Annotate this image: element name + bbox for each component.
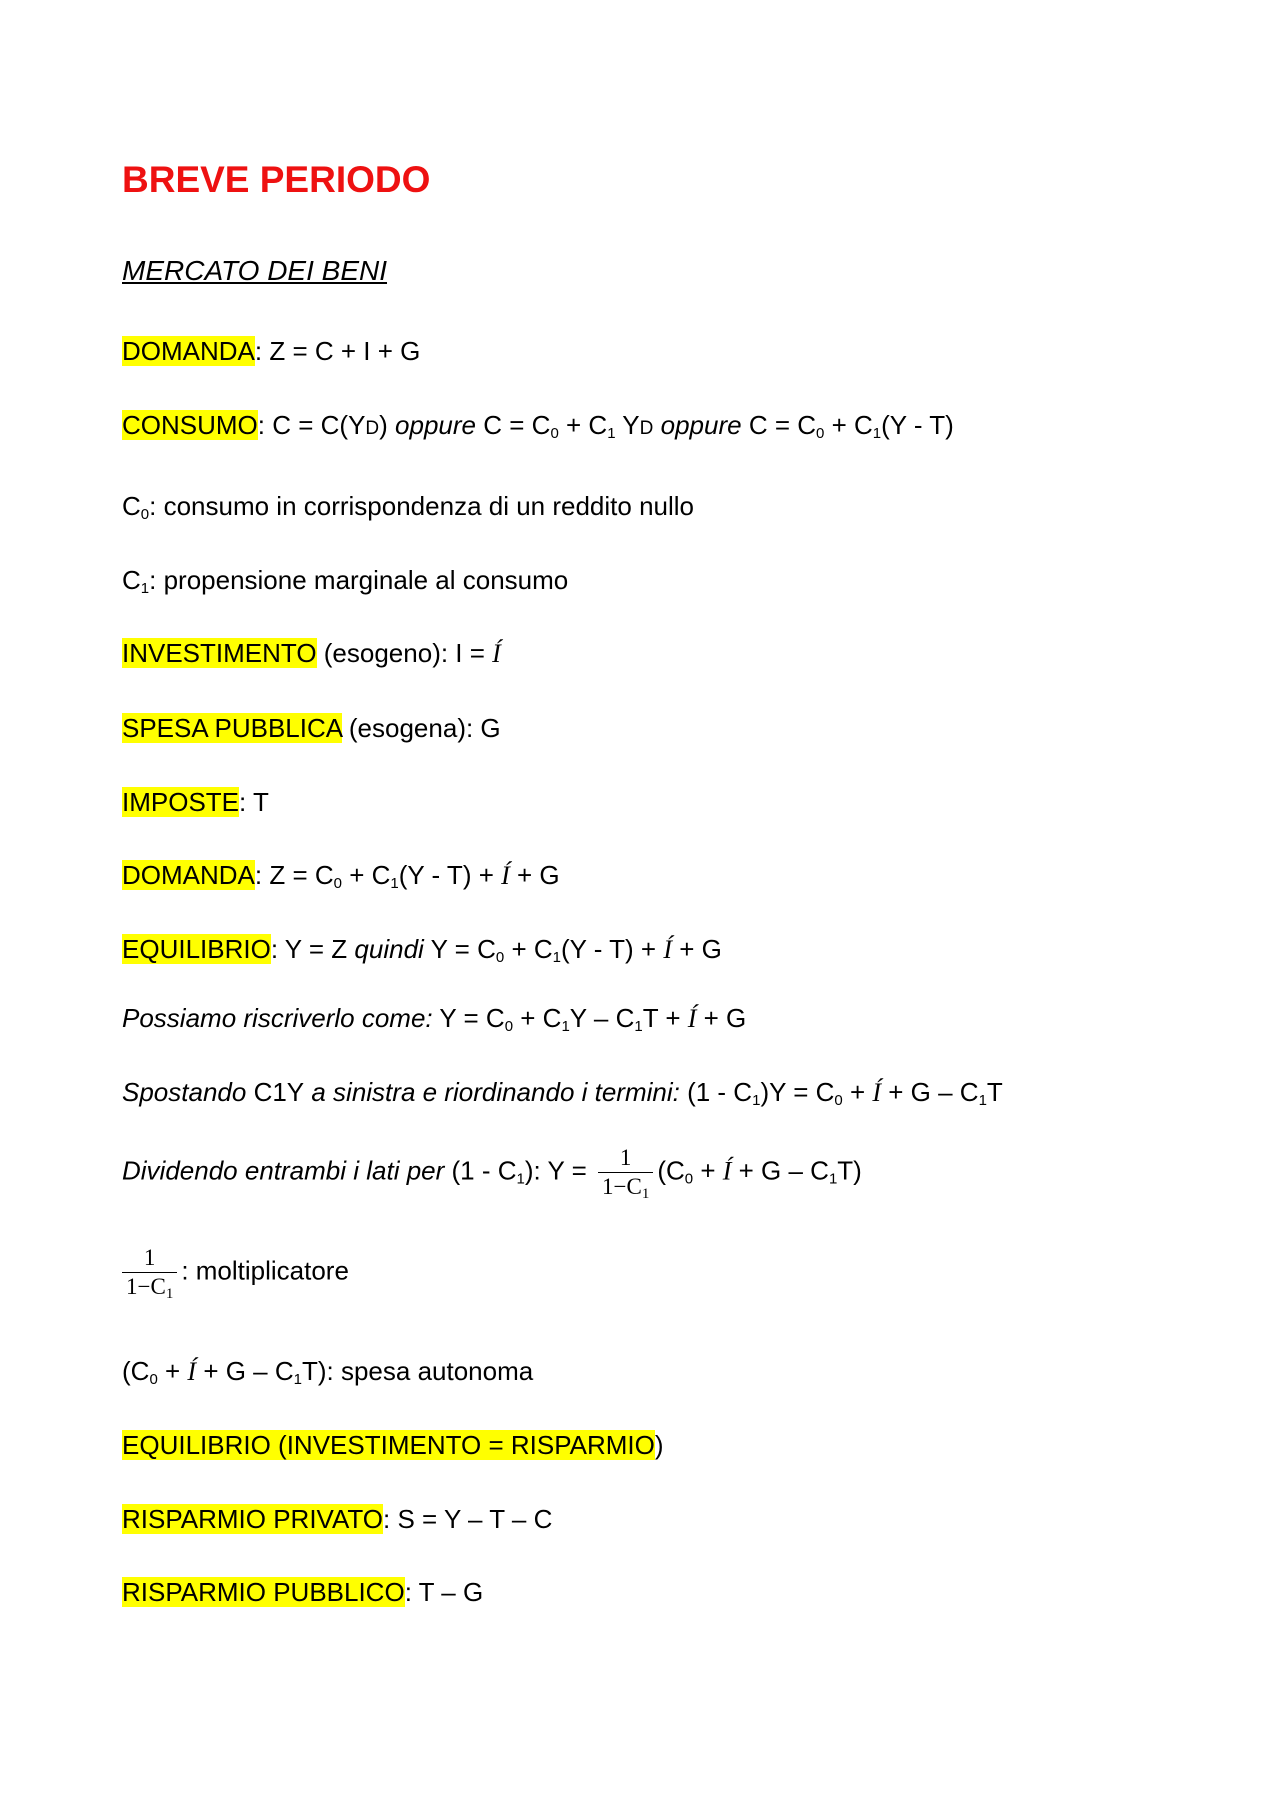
investment-symbol: Í bbox=[722, 1156, 732, 1186]
highlight-label: INVESTIMENTO bbox=[122, 638, 317, 668]
explanation-text: a sinistra e riordinando i termini: bbox=[304, 1077, 680, 1107]
formula-text: (Y - T) bbox=[881, 410, 954, 440]
formula-subscript: 1 bbox=[561, 1018, 570, 1035]
formula-text: + G bbox=[509, 860, 560, 890]
line-risparmio-pubblico bbox=[122, 1575, 483, 1609]
highlight-label: CONSUMO bbox=[122, 410, 258, 440]
definition-text: : moltiplicatore bbox=[181, 1255, 349, 1286]
line-domanda bbox=[122, 334, 420, 368]
formula-text: + G – C bbox=[881, 1077, 979, 1107]
line-investimento bbox=[122, 636, 501, 671]
formula-text: (C bbox=[122, 1356, 150, 1386]
highlight-label: RISPARMIO PUBBLICO bbox=[122, 1577, 405, 1607]
page-title: BREVE PERIODO bbox=[122, 159, 431, 200]
formula-text: C = C bbox=[741, 410, 817, 440]
formula-text: Y bbox=[615, 410, 640, 440]
formula-text: T) bbox=[837, 1155, 862, 1186]
formula-text: + G bbox=[672, 934, 722, 964]
formula-text: Y = C bbox=[423, 934, 496, 964]
formula-subscript: 0 bbox=[495, 949, 505, 966]
formula-text: (Y - T) + bbox=[560, 934, 664, 964]
highlight-label: SPESA PUBBLICA bbox=[122, 713, 342, 743]
investment-symbol: Í bbox=[872, 1078, 882, 1107]
fraction-numerator: 1 bbox=[122, 1245, 177, 1273]
highlight-label: EQUILIBRIO (INVESTIMENTO = RISPARMIO bbox=[122, 1430, 655, 1460]
connective-text: oppure bbox=[395, 410, 477, 440]
formula-subscript: D bbox=[365, 418, 380, 439]
explanation-text: Dividendo entrambi i lati per bbox=[122, 1155, 445, 1186]
formula-text: : Y = Z bbox=[270, 934, 355, 964]
formula-text: ) bbox=[379, 410, 396, 440]
formula-subscript: 1 bbox=[516, 1170, 525, 1188]
formula-text: + C bbox=[513, 1003, 562, 1033]
formula-text: : S = Y – T – C bbox=[383, 1504, 553, 1534]
line-dividendo bbox=[122, 1145, 862, 1200]
investment-symbol: Í bbox=[492, 639, 501, 668]
line-spesa-autonoma bbox=[122, 1354, 533, 1389]
line-domanda-expanded bbox=[122, 858, 560, 893]
formula-text: C1Y bbox=[253, 1077, 305, 1107]
connective-text: quindi bbox=[354, 934, 424, 964]
formula-text: + G bbox=[696, 1003, 747, 1033]
fraction-denominator bbox=[122, 1273, 177, 1300]
formula-subscript: 1 bbox=[165, 1286, 174, 1302]
formula-text: + C bbox=[504, 934, 553, 964]
formula-text: (esogena): G bbox=[341, 713, 501, 743]
formula-subscript: 0 bbox=[149, 1371, 158, 1388]
formula-text: T bbox=[986, 1077, 1003, 1107]
formula-text: ) bbox=[654, 1430, 664, 1460]
formula-text: : Z = C bbox=[254, 860, 334, 890]
line-spesa-pubblica bbox=[122, 711, 501, 745]
formula-text: (1 - C bbox=[444, 1155, 517, 1186]
formula-subscript: 0 bbox=[550, 425, 559, 442]
formula-text: (C bbox=[657, 1155, 685, 1186]
formula-text: + bbox=[842, 1077, 873, 1107]
formula-subscript: 1 bbox=[607, 425, 616, 442]
formula-subscript: 0 bbox=[684, 1170, 694, 1188]
line-moltiplicatore bbox=[118, 1245, 349, 1300]
formula-text: T + bbox=[642, 1003, 688, 1033]
formula-text: C bbox=[122, 565, 141, 595]
formula-subscript: 0 bbox=[504, 1018, 514, 1035]
formula-subscript: 1 bbox=[390, 875, 399, 892]
formula-text: (esogeno): I = bbox=[316, 638, 493, 668]
formula-text: C bbox=[122, 491, 141, 521]
line-consumo bbox=[122, 408, 954, 446]
line-imposte bbox=[122, 785, 269, 819]
line-equilibrio bbox=[122, 932, 722, 967]
formula-subscript: 0 bbox=[140, 506, 150, 523]
explanation-text: Possiamo riscriverlo come: bbox=[122, 1003, 433, 1033]
formula-subscript: 1 bbox=[552, 949, 561, 966]
formula-text: + C bbox=[824, 410, 873, 440]
formula-text: )Y = C bbox=[760, 1077, 835, 1107]
highlight-label: RISPARMIO PRIVATO bbox=[122, 1504, 384, 1534]
formula-text: 1−C bbox=[602, 1174, 642, 1199]
formula-subscript: 1 bbox=[641, 1186, 650, 1202]
formula-subscript: 0 bbox=[333, 875, 342, 892]
formula-subscript: 1 bbox=[140, 580, 150, 597]
formula-text: (1 - C bbox=[679, 1077, 753, 1107]
formula-text: + G – C bbox=[196, 1356, 294, 1386]
line-riordinando bbox=[122, 1075, 1003, 1110]
fraction bbox=[122, 1245, 177, 1300]
formula-text: C = C bbox=[476, 410, 551, 440]
highlight-label: DOMANDA bbox=[122, 860, 255, 890]
explanation-text: Spostando bbox=[122, 1077, 254, 1107]
section-heading: MERCATO DEI BENI bbox=[122, 255, 388, 286]
formula-text: (Y - T) + bbox=[398, 860, 502, 890]
formula-subscript: 1 bbox=[978, 1092, 987, 1109]
formula-subscript: 1 bbox=[828, 1170, 838, 1188]
formula-text: T): spesa autonoma bbox=[301, 1356, 534, 1386]
formula-subscript: 1 bbox=[872, 425, 882, 442]
formula-text: : T – G bbox=[404, 1577, 484, 1607]
investment-symbol: Í bbox=[501, 861, 510, 890]
formula-text: + bbox=[693, 1155, 723, 1186]
fraction-denominator bbox=[598, 1173, 653, 1200]
formula-text: + C bbox=[558, 410, 608, 440]
fraction-numerator: 1 bbox=[598, 1145, 653, 1173]
formula-subscript: D bbox=[639, 418, 654, 439]
definition-text: : consumo in corrispondenza di un reddito nullo bbox=[149, 491, 695, 521]
line-risparmio-privato bbox=[122, 1502, 552, 1536]
formula-text: Y = C bbox=[432, 1003, 505, 1033]
highlight-label: DOMANDA bbox=[122, 336, 255, 366]
investment-symbol: Í bbox=[187, 1357, 197, 1386]
formula-text: Y – C bbox=[569, 1003, 635, 1033]
formula-subscript: 1 bbox=[634, 1018, 643, 1035]
highlight-label: IMPOSTE bbox=[122, 787, 240, 817]
line-riscrittura bbox=[122, 1001, 746, 1036]
investment-symbol: Í bbox=[687, 1004, 697, 1033]
formula-text: + G – C bbox=[731, 1155, 829, 1186]
formula-subscript: 1 bbox=[752, 1092, 761, 1109]
fraction bbox=[598, 1145, 653, 1200]
formula-subscript: 0 bbox=[816, 425, 825, 442]
line-c1-definition bbox=[122, 563, 568, 597]
investment-symbol: Í bbox=[663, 935, 672, 964]
formula-text: : Z = C + I + G bbox=[254, 336, 421, 366]
formula-text: : C = C(Y bbox=[257, 410, 366, 440]
line-equilibrio-risparmio bbox=[122, 1428, 664, 1462]
formula-subscript: 0 bbox=[834, 1092, 843, 1109]
formula-text: : T bbox=[239, 787, 269, 817]
line-c0-definition bbox=[122, 489, 694, 523]
formula-text: 1−C bbox=[126, 1274, 166, 1299]
formula-subscript: 1 bbox=[293, 1371, 302, 1388]
highlight-label: EQUILIBRIO bbox=[122, 934, 271, 964]
connective-text: oppure bbox=[660, 410, 742, 440]
formula-text: ): Y = bbox=[524, 1155, 594, 1186]
formula-text: + C bbox=[342, 860, 391, 890]
formula-text: + bbox=[157, 1356, 188, 1386]
definition-text: : propensione marginale al consumo bbox=[149, 565, 569, 595]
